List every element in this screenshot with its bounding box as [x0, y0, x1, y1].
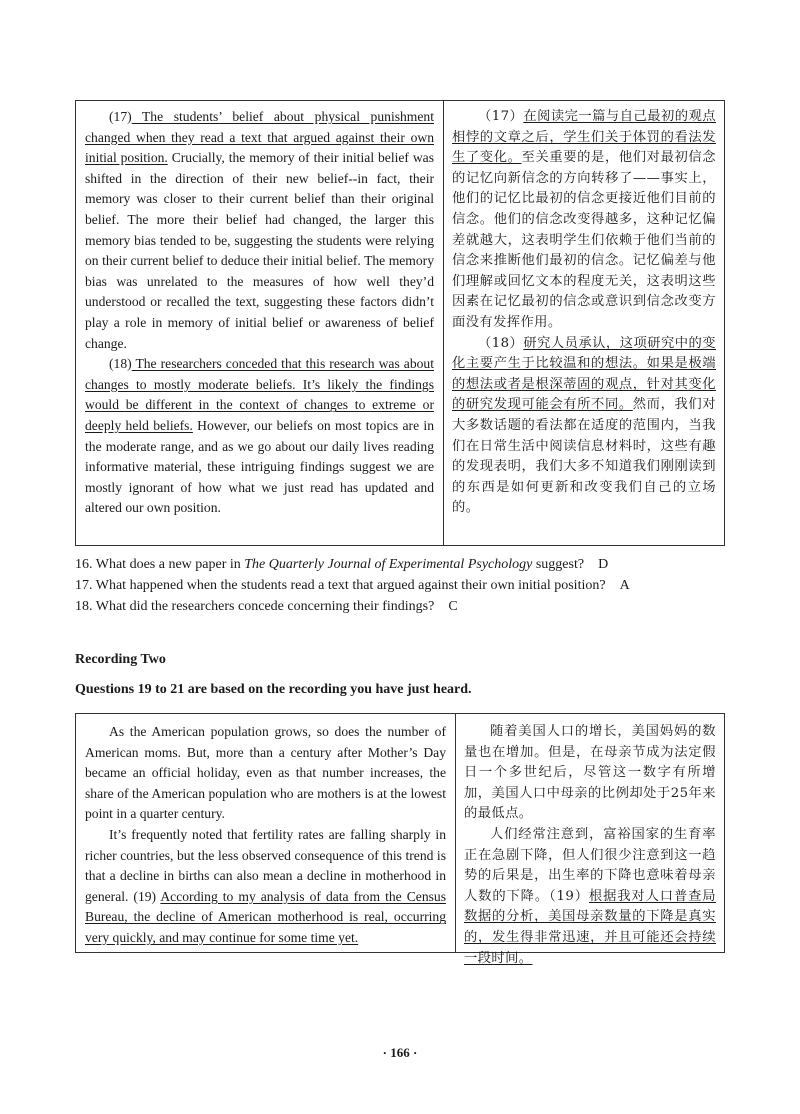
chinese-column	[444, 101, 724, 545]
question-list	[75, 555, 630, 617]
paragraph-17-en: (17) The students’ belief about physical punishment changed when they read a text that argued against their own initial position. Crucially, the memory of their initial belief was shifted in the direction of their new belief--in fact, their memory was closer to their current belief than their original belief. The more their belief had changed, the larger this memory bias tended to be, suggesting the students were relying on their current belief to deduce their initial belief. The memory bias was unrelated to the measures of how well they’d understood or recalled the text, suggesting these factors didn’t play a role in memory of initial belief or awareness of belief change.	[85, 109, 434, 351]
underlined-answer: 在阅读完一篇与自己最初的观点相悖的文章之后，学生们关于体罚的看法发生了变化。	[452, 109, 716, 166]
underlined-answer: According to my analysis of data from the Census Bureau, the decline of American motherhood is real, occurring very quickly, and may continue for some time yet.	[85, 888, 446, 945]
paragraph-1-zh: 随着美国人口的增长，美国妈妈的数量也在增加。但是，在母亲节成为法定假日一个多世纪后，尽管这一数字有所增加，美国人口中母亲的比例却处于25年来的最低点。	[464, 724, 716, 822]
translation-table-1	[75, 100, 725, 546]
recording-heading: Recording Two	[75, 652, 166, 667]
answer-letter: A	[619, 577, 630, 593]
question-18: 18. What did the researchers concede concerning their findings? C	[75, 598, 458, 614]
paragraph-2-en: It’s frequently noted that fertility rates are falling sharply in richer countries, but the less observed consequence of this trend is that a decline in births can also mean a decline in motherhood in general. (19) According to my analysis of data from the Census Bureau, the decline of American motherhood is real, occurring very quickly, and may continue for some time yet.	[85, 826, 446, 945]
paragraph-17-zh: （17）在阅读完一篇与自己最初的观点相悖的文章之后，学生们关于体罚的看法发生了变化。至关重要的是，他们对最初信念的记忆向新信念的方向转移了——事实上，他们的记忆比最初的信念更接近他们目前的信念。他们的信念改变得越多，这种记忆偏差就越大，这表明学生们依赖于他们当前的信念来推断他们最初的信念。记忆偏差与他们理解或回忆文本的程度无关，这表明这些因素在记忆最初的信念或意识到信念改变方面没有发挥作用。	[452, 109, 716, 330]
underlined-answer: 研究人员承认，这项研究中的变化主要产生于比较温和的想法。如果是极端的想法或者是根深蒂固的观点，针对其变化的研究发现可能会有所不同。	[452, 335, 716, 413]
chinese-column	[456, 714, 724, 966]
underlined-answer: The researchers conceded that this research was about changes to mostly moderate beliefs. It’s likely the findings would be different in the context of changes to extreme or deeply held beliefs.	[85, 356, 434, 433]
page-number: · 166 ·	[382, 1045, 418, 1060]
questions-intro: Questions 19 to 21 are based on the recording you have just heard.	[75, 682, 472, 697]
underlined-answer: 根据我对人口普查局数据的分析，美国母亲数量的下降是真实的，发生得非常迅速，并且可能还会持续一段时间。	[464, 888, 716, 966]
english-column	[76, 714, 456, 952]
journal-title: The Quarterly Journal of Experimental Psychology	[244, 557, 533, 572]
paragraph-18-zh: （18）研究人员承认，这项研究中的变化主要产生于比较温和的想法。如果是极端的想法或者是根深蒂固的观点，针对其变化的研究发现可能会有所不同。然而，我们对大多数话题的看法都在适度的范围内，当我们在日常生活中阅读信息材料时，这些有趣的发现表明，我们大多不知道我们刚刚读到的东西是如何更新和改变我们自己的立场的。	[452, 335, 717, 516]
paragraph-2-zh: 人们经常注意到，富裕国家的生育率正在急剧下降，但人们很少注意到这一趋势的后果是，出生率的下降也意味着母亲人数的下降。（19）根据我对人口普查局数据的分析，美国母亲数量的下降是真实的，发生得非常迅速，并且可能还会持续一段时间。	[464, 826, 716, 966]
paragraph-18-en: (18) The researchers conceded that this research was about changes to mostly moderate beliefs. It’s likely the findings would be different in the context of changes to extreme or deeply held beliefs. However, our beliefs on most topics are in the moderate range, and as we go about our daily lives reading informative material, these intriguing findings suggest we are mostly ignorant of how what we just read has updated and altered our own position.	[85, 356, 434, 516]
paragraph-1-en: As the American population grows, so does the number of American moms. But, more than a century after Mother’s Day became an official holiday, even as that number increases, the share of the American population who are mothers is at the lowest point in a quarter century.	[85, 724, 446, 822]
answer-letter: D	[598, 557, 609, 572]
english-column	[76, 101, 444, 545]
answer-letter: C	[448, 598, 458, 614]
question-17: 17. What happened when the students read a text that argued against their own initial position? A	[75, 577, 630, 593]
underlined-answer: The students’ belief about physical punishment changed when they read a text that argued against their own initial position.	[85, 109, 434, 166]
question-16: 16. What does a new paper in The Quarterly Journal of Experimental Psychology suggest? D	[75, 557, 609, 572]
translation-table-2	[75, 713, 725, 966]
